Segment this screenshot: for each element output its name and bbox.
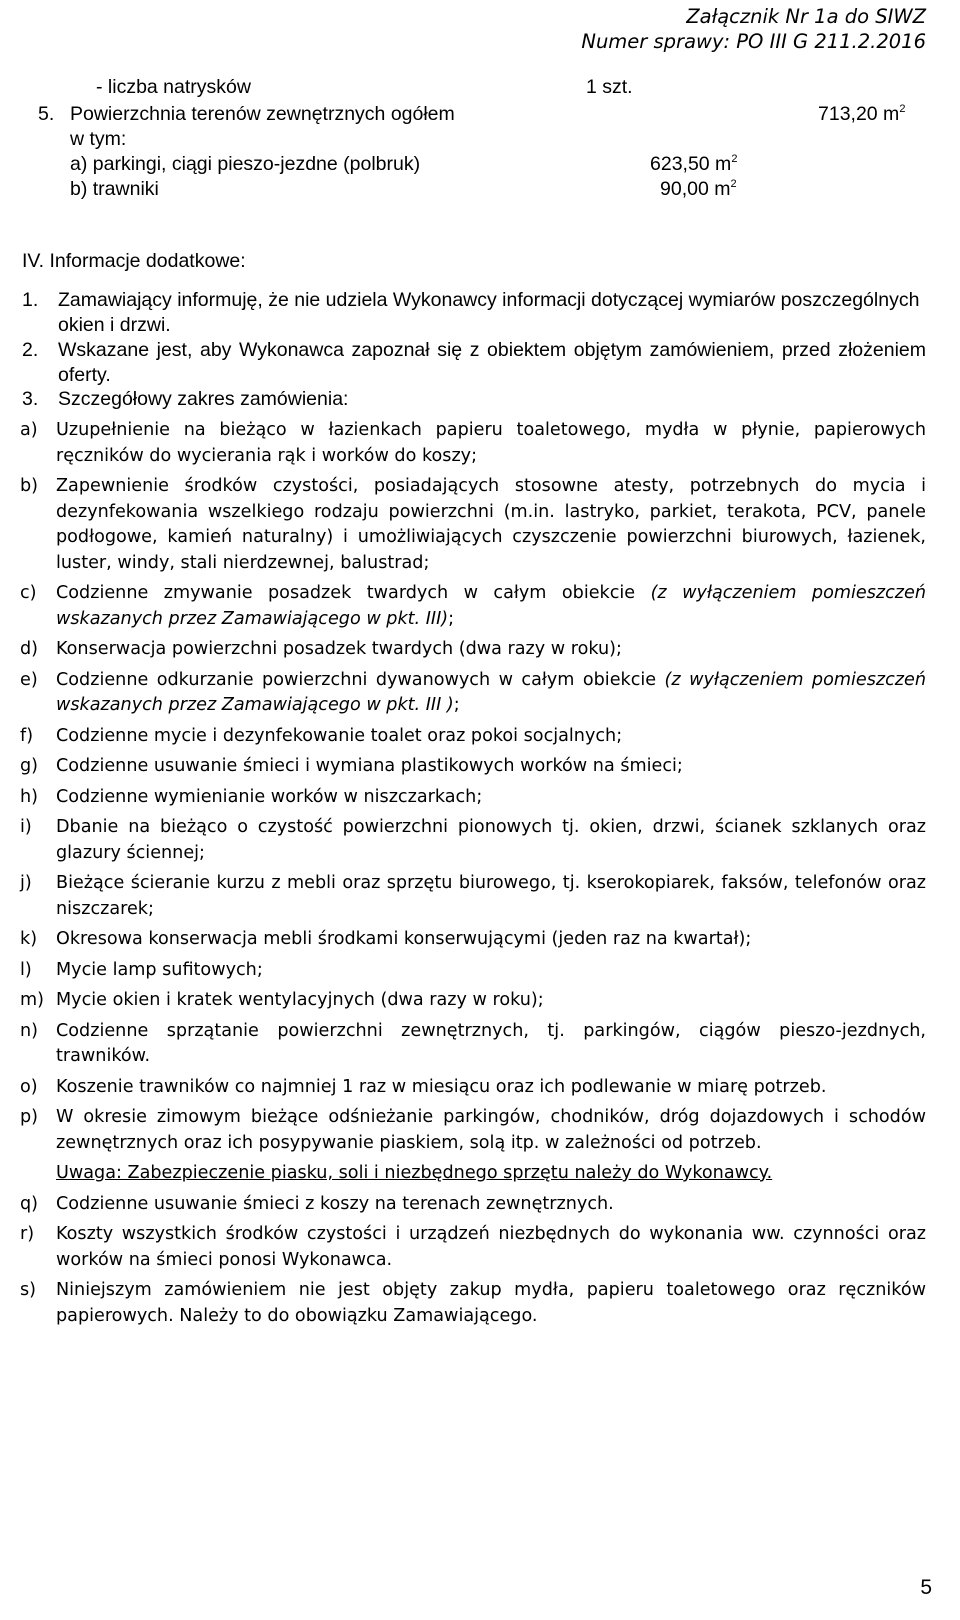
list-item-label: b): [20, 476, 39, 496]
item5-number: 5.: [38, 103, 55, 125]
item5-label: Powierzchnia terenów zewnętrznych ogółem: [70, 103, 455, 125]
list-item-label: o): [20, 1076, 38, 1097]
list-item-tail: ;: [448, 608, 455, 629]
list-item-label: k): [20, 929, 38, 949]
list-item: [20, 474, 926, 576]
info-point-3-text: Szczegółowy zakres zamówienia:: [58, 388, 349, 410]
list-item-label: j): [20, 873, 32, 893]
note: Uwaga: Zabezpieczenie piasku, soli i niezbędnego sprzętu należy do Wykonawcy.: [56, 1163, 773, 1183]
list-item-body: Dbanie na bieżąco o czystość powierzchni pionowych tj. okien, drzwi, ścianek szklanych oraz glazury ściennej;: [56, 817, 926, 863]
info-point-2: [22, 338, 926, 388]
info-point-1: [22, 288, 926, 338]
list-item-text: [56, 1105, 926, 1156]
list-item-body: Codzienne mycie i dezynfekowanie toalet oraz pokoi socjalnych;: [56, 725, 623, 746]
list-item-body: Codzienne wymienianie worków w niszczarkach;: [56, 786, 483, 807]
list-item: [20, 637, 926, 663]
list-item-label: l): [20, 959, 32, 980]
showers-label: - liczba natrysków: [96, 76, 251, 98]
list-item-text: [56, 1222, 926, 1273]
scope-items: [20, 418, 926, 1156]
list-item-body: Mycie lamp sufitowych;: [56, 959, 263, 980]
list-item: [20, 988, 926, 1014]
list-item-label: f): [20, 725, 34, 746]
list-item: [20, 1222, 926, 1273]
lawns-label: b) trawniki: [70, 178, 159, 200]
parking-value: 623,50 $m^2$: [650, 153, 738, 175]
list-item-label: m): [20, 990, 45, 1010]
case-number: Numer sprawy: PO III G 211.2.2016: [581, 30, 926, 53]
page-number: 5: [920, 1576, 932, 1599]
list-item-tail: ;: [453, 695, 460, 715]
showers-value: 1 szt.: [586, 76, 633, 98]
list-item-body: Niniejszym zamówieniem nie jest objęty zakup mydła, papieru toaletowego oraz ręczników papierowych. Należy to do obowiązku Zamawiającego.: [56, 1280, 926, 1326]
list-item: [20, 927, 926, 953]
section-title: IV. Informacje dodatkowe:: [22, 250, 246, 272]
list-item-text: [56, 668, 926, 719]
list-item-body: Zapewnienie środków czystości, posiadających stosowne atesty, potrzebnych do mycia i dezynfekowania wszelkiego rodzaju powierzchni (m.in. lastryko, parkiet, terakota, PCV, panele podłogowe, kamień naturalny) i umożliwiających czyszczenie powierzchni biurowych, łazienek, luster, windy, stali nierdzewnej, balustrad;: [56, 476, 926, 573]
list-item-text: [56, 418, 926, 469]
list-item-body: Codzienne sprzątanie powierzchni zewnętrznych, tj. parkingów, ciągów pieszo-jezdnych, trawników.: [56, 1020, 926, 1066]
list-item-text: [56, 474, 926, 576]
list-item: [20, 871, 926, 922]
list-item: [20, 724, 926, 750]
list-item-text: [56, 637, 926, 663]
list-item-text: [56, 785, 926, 811]
document-header: [581, 4, 926, 54]
list-item: [20, 668, 926, 719]
info-point-2-number: 2.: [22, 339, 39, 361]
list-item-text: [56, 724, 926, 750]
list-item: [20, 815, 926, 866]
list-item-label: d): [20, 639, 39, 659]
list-item-body: Koszty wszystkich środków czystości i urządzeń niezbędnych do wykonania ww. czynności oraz worków na śmieci ponosi Wykonawca.: [56, 1224, 926, 1270]
list-item-text: [56, 581, 926, 632]
scope-list: [20, 418, 926, 1334]
list-item-label: i): [20, 817, 32, 837]
list-item-text: [56, 871, 926, 922]
list-item: [20, 1019, 926, 1070]
list-item: [20, 754, 926, 780]
scope-items-continued: [20, 1192, 926, 1330]
lawns-value: 90,00 $m^2$: [660, 178, 737, 200]
parking-label: a) parkingi, ciągi pieszo-jezdne (polbruk): [70, 153, 421, 175]
list-item-text: [56, 927, 926, 953]
list-item-label: c): [20, 583, 37, 603]
list-item-label: h): [20, 786, 39, 807]
list-item-label: e): [20, 669, 38, 690]
info-point-2-text: Wskazane jest, aby Wykonawca zapoznał się z obiektem objętym zamówieniem, przed złożeniem oferty.: [58, 339, 926, 386]
list-item: [20, 1075, 926, 1101]
info-point-3-number: 3.: [22, 388, 39, 410]
info-point-1-text: Zamawiający informuję, że nie udziela Wykonawcy informacji dotyczącej wymiarów poszczególnych okien i drzwi.: [58, 289, 920, 336]
list-item-body: Codzienne zmywanie posadzek twardych w całym obiekcie: [56, 583, 651, 603]
list-item-text: [56, 1075, 926, 1101]
list-item-label: s): [20, 1280, 37, 1300]
list-item: [20, 958, 926, 984]
item5-value: 713,20 $m^2$: [818, 103, 906, 125]
list-item-exclusion: (z wyłączeniem pomieszczeń wskazanych przez Zamawiającego w pkt. III ): [56, 669, 926, 715]
info-point-1-number: 1.: [22, 289, 39, 311]
list-item-body: Koszenie trawników co najmniej 1 raz w miesiącu oraz ich podlewanie w miarę potrzeb.: [56, 1076, 827, 1097]
list-item-text: [56, 1278, 926, 1329]
list-item-body: Codzienne odkurzanie powierzchni dywanowych w całym obiekcie: [56, 669, 665, 690]
list-item-exclusion: (z wyłączeniem pomieszczeń wskazanych przez Zamawiającego w pkt. III): [56, 583, 926, 629]
list-item-text: [56, 1019, 926, 1070]
list-item-label: n): [20, 1020, 39, 1041]
attachment-label: Załącznik Nr 1a do SIWZ: [686, 5, 926, 28]
list-item: [20, 418, 926, 469]
list-item: [20, 785, 926, 811]
list-item-text: [56, 988, 926, 1014]
including-label: w tym:: [70, 128, 127, 150]
list-item-body: Okresowa konserwacja mebli środkami konserwującymi (jeden raz na kwartał);: [56, 929, 752, 949]
list-item-text: [56, 754, 926, 780]
list-item-body: Konserwacja powierzchni posadzek twardych (dwa razy w roku);: [56, 639, 622, 659]
info-point-3: [22, 388, 349, 411]
list-item-body: Uzupełnienie na bieżąco w łazienkach papieru toaletowego, mydła w płynie, papierowych ręczników do wycierania rąk i worków do koszy;: [56, 420, 926, 466]
list-item-label: r): [20, 1224, 35, 1244]
list-item: [20, 1192, 926, 1218]
list-item: [20, 1105, 926, 1156]
list-item-text: [56, 1192, 926, 1218]
list-item-body: Codzienne usuwanie śmieci z koszy na terenach zewnętrznych.: [56, 1193, 614, 1214]
list-item-label: g): [20, 756, 39, 776]
list-item: [20, 581, 926, 632]
list-item-body: Codzienne usuwanie śmieci i wymiana plastikowych worków na śmieci;: [56, 756, 683, 776]
list-item-body: Mycie okien i kratek wentylacyjnych (dwa razy w roku);: [56, 990, 544, 1010]
list-item-label: q): [20, 1193, 39, 1214]
list-item-text: [56, 815, 926, 866]
list-item-label: p): [20, 1107, 39, 1127]
list-item-text: [56, 958, 926, 984]
list-item-body: W okresie zimowym bieżące odśnieżanie parkingów, chodników, dróg dojazdowych i schodów zewnętrznych oraz ich posypywanie piaskiem, solą itp. w zależności od potrzeb.: [56, 1107, 926, 1153]
list-item-label: a): [20, 420, 38, 440]
list-item: [20, 1278, 926, 1329]
list-item-body: Bieżące ścieranie kurzu z mebli oraz sprzętu biurowego, tj. kserokopiarek, faksów, telefonów oraz niszczarek;: [56, 873, 926, 919]
